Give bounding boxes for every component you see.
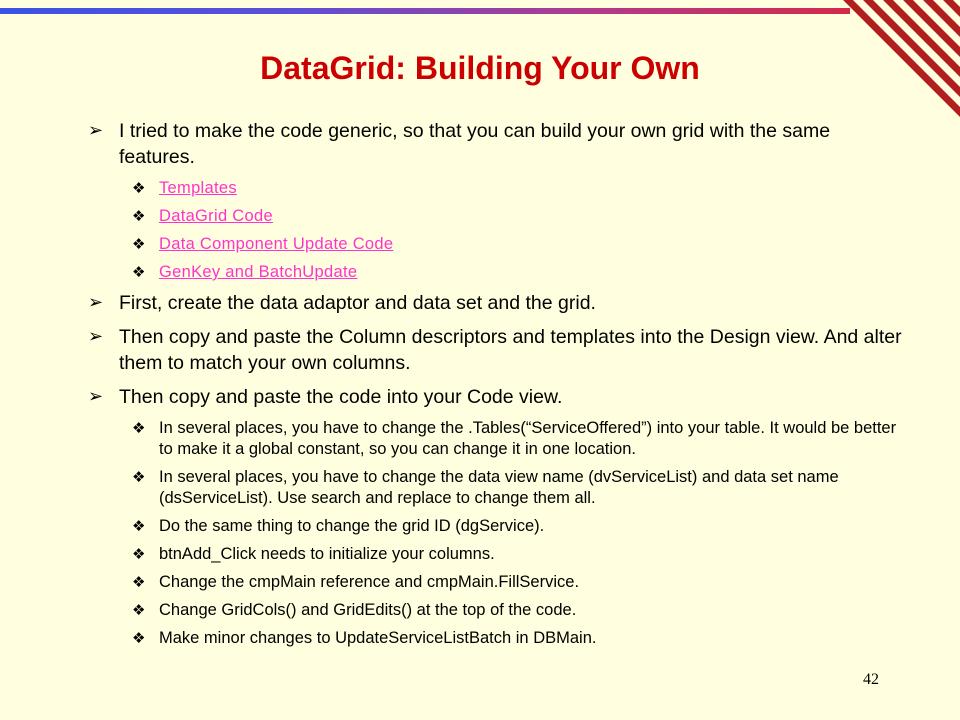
bullet-text: I tried to make the code generic, so that you can build your own grid with the same features. [119, 120, 831, 168]
diamond-bullet-icon: ❖ [132, 179, 146, 197]
sub-bullet-text: btnAdd_Click needs to initialize your columns. [159, 545, 495, 563]
diamond-bullet-icon: ❖ [132, 468, 146, 486]
slide-title: DataGrid: Building Your Own [260, 50, 700, 86]
templates-link[interactable]: Templates [159, 179, 237, 197]
top-gradient-bar [0, 8, 850, 14]
sub-bullet-text: Change the cmpMain reference and cmpMain.FillService. [159, 573, 580, 591]
sub-bullet [132, 544, 908, 565]
page-number: 42 [863, 671, 879, 688]
arrow-bullet-icon: ➢ [88, 326, 104, 347]
diamond-bullet-icon: ❖ [132, 601, 146, 619]
sub-bullet-text: In several places, you have to change the data view name (dvServiceList) and data set name (dsServiceList). Use search and replace to change them all. [159, 468, 839, 507]
diamond-bullet-icon: ❖ [132, 235, 146, 253]
arrow-bullet-icon: ➢ [88, 386, 104, 407]
sub-bullet [132, 572, 908, 593]
bullet-3 [88, 324, 908, 376]
slide-body [88, 118, 908, 656]
bullet-2 [88, 290, 908, 316]
bullet-text: Then copy and paste the Column descriptors and templates into the Design view. And alter them to match your own columns. [119, 326, 902, 374]
diamond-bullet-icon: ❖ [132, 629, 146, 647]
sub-bullet [132, 600, 908, 621]
sub-bullet-genkey [132, 262, 908, 283]
sub-bullet [132, 418, 908, 460]
diamond-bullet-icon: ❖ [132, 263, 146, 281]
arrow-bullet-icon: ➢ [88, 120, 104, 141]
bullet-text: Then copy and paste the code into your Code view. [119, 386, 563, 408]
sub-bullet [132, 516, 908, 537]
diamond-bullet-icon: ❖ [132, 573, 146, 591]
arrow-bullet-icon: ➢ [88, 292, 104, 313]
sub-bullet [132, 467, 908, 509]
bullet-1 [88, 118, 908, 170]
sub-bullet-templates [132, 178, 908, 199]
genkey-batchupdate-link[interactable]: GenKey and BatchUpdate [159, 263, 358, 281]
sub-bullet-text: Make minor changes to UpdateServiceListBatch in DBMain. [159, 629, 597, 647]
sub-bullet-data-component [132, 234, 908, 255]
datagrid-code-link[interactable]: DataGrid Code [159, 207, 273, 225]
sub-bullet-text: In several places, you have to change the .Tables(“ServiceOffered”) into your table. It would be better to make it a global constant, so you can change it in one location. [159, 419, 897, 458]
sub-bullet-text: Change GridCols() and GridEdits() at the top of the code. [159, 601, 577, 619]
sub-bullet-datagrid-code [132, 206, 908, 227]
sub-bullet-text: Do the same thing to change the grid ID (dgService). [159, 517, 545, 535]
bullet-text: First, create the data adaptor and data set and the grid. [119, 292, 596, 314]
diamond-bullet-icon: ❖ [132, 517, 146, 535]
diamond-bullet-icon: ❖ [132, 419, 146, 437]
bullet-4 [88, 384, 908, 410]
diamond-bullet-icon: ❖ [132, 207, 146, 225]
sub-bullet [132, 628, 908, 649]
diamond-bullet-icon: ❖ [132, 545, 146, 563]
data-component-update-code-link[interactable]: Data Component Update Code [159, 235, 394, 253]
